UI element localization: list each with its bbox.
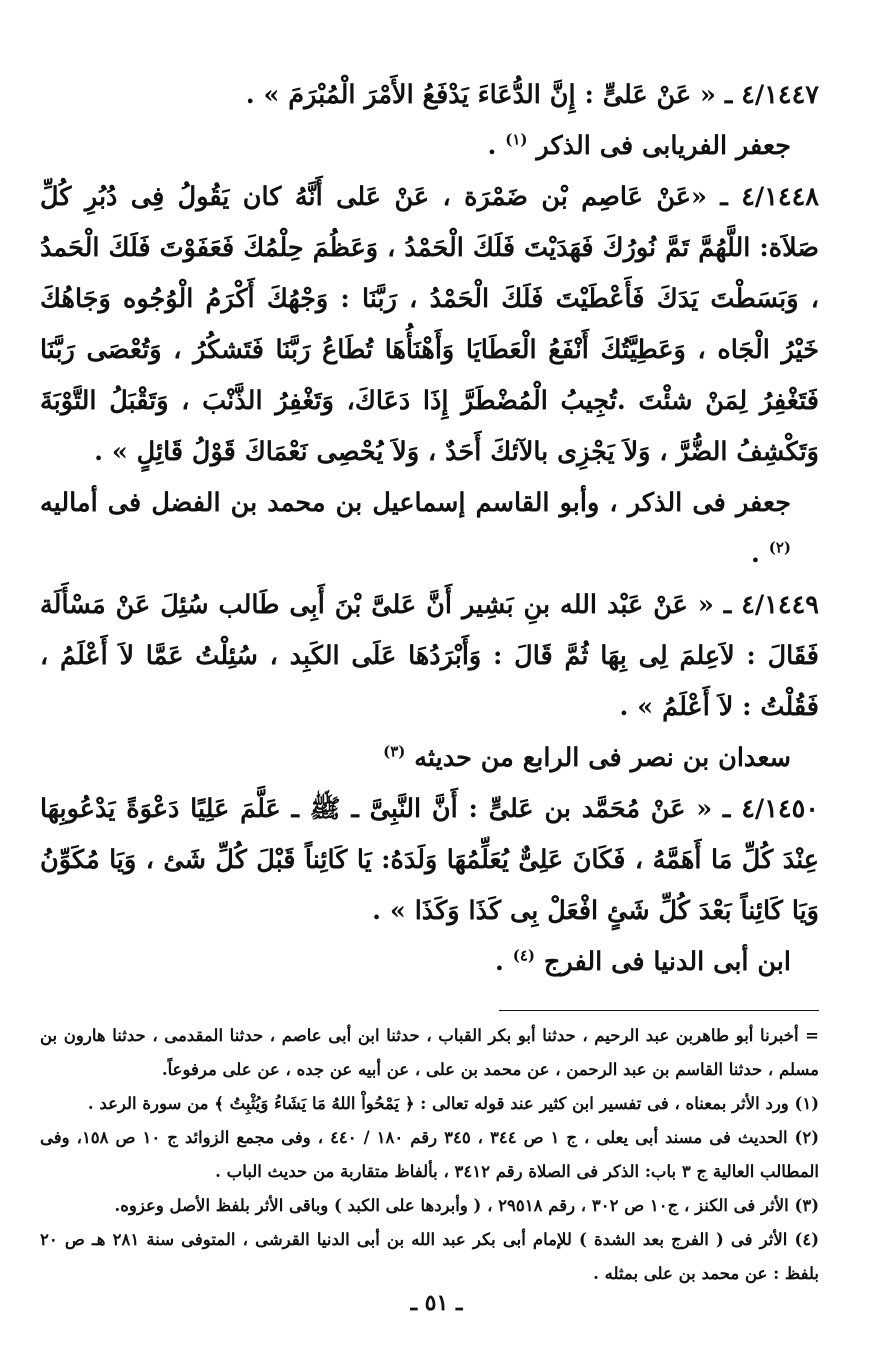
source-end: . — [487, 131, 506, 161]
source-1447 — [40, 121, 819, 172]
footnote-1: (١) ورد الأثر بمعناه ، فى تفسير ابن كثير عند قوله تعالى : ﴿ يَمْحُواْ اللهُ مَا يَشَاءُ وَيُثْبِتُ ﴾ من سورة الرعد . — [87, 1094, 819, 1113]
source-1450 — [40, 937, 819, 988]
source-text: جعفر الفريابى فى الذكر — [536, 131, 791, 161]
hadith-1448: ٤/١٤٤٨ ـ «عَنْ عَاصِم بْن ضَمْرَة ، عَنْ عَلى أَنَّهُ كان يَقُولُ فِى دُبُرِ كُلِّ صَلاَة: اللَّهُمَّ تَمَّ نُورُكَ فَهَدَيْتَ فَلَكَ الْحَمْدُ ، وَعَظُمَ حِلْمُكَ فَعَفَوْتَ فَلَكَ الْحَمدُ ، وَبَسَطْتَ يَدَكَ فَأَعْطَيْتَ فَلَكَ الْحَمْدُ ، رَبَّنَا : وَجْهُكَ أَكْرَمُ الْوُجُوه وَجَاهُكَ خَيْرُ الْجَاه ، وَعَطِيَّتُكَ أَنْفَعُ الْعَطَايَا وَأَهْنَأُهَا تُطَاعُ رَبَّنَا فَتَشكُرُ ، وَتُعْصَى رَبَّنَا فَتَغْفِرُ لِمَنْ شئْتَ .تُجِيبُ الْمُضْطَرَّ إِذَا دَعَاكَ، وَتَغْفِرُ الذَّنْبَ ، وَتَقْبَلُ التَّوْبَةَ وَتَكْشِفُ الضُّرَّ ، وَلاَ يَجْزِى بالآئكَ أَحَدٌ ، وَلاَ يُحْصِى نَعْمَاكَ قَوْلُ قَائِلٍ » . — [40, 182, 819, 467]
source-end: . — [750, 539, 769, 569]
footnote-4: (٤) الأثر فى ( الفرج بعد الشدة ) للإمام أبى بكر عبد الله بن أبى الدنيا القرشى ، المتوفى سنة ٢٨١ هـ ص ٢٠ بلفظ : عن محمد بن على بمثله . — [40, 1230, 819, 1283]
page-number: ـ ٥١ ـ — [410, 1290, 463, 1316]
main-text — [40, 70, 819, 988]
footnotes — [40, 1019, 819, 1291]
footnote-3: (٣) الأثر فى الكنز ، ج١٠ ص ٣٠٢ ، رقم ٢٩٥١٨ ، ( وأبردها على الكبد ) وباقى الأثر بلفظ الأصل وعزوه. — [114, 1196, 819, 1215]
source-1449 — [40, 733, 819, 784]
footnote-2: (٢) الحديث فى مسند أبى يعلى ، ج ١ ص ٣٤٤ ، ٣٤٥ رقم ١٨٠ / ٤٤٠ ، وفى مجمع الزوائد ج ١٠ ص ١٥٨، وفى المطالب العالية ج ٣ باب: الذكر فى الصلاة رقم ٣٤١٢ ، بألفاظ متقاربة من حديث الباب . — [40, 1128, 820, 1181]
footnote-continuation: = أخبرنا أبو طاهربن عبد الرحيم ، حدثنا أبو بكر القباب ، حدثنا ابن أبى عاصم ، حدثنا المقدمى ، حدثنا هارون بن مسلم ، حدثنا القاسم بن عبد الرحمن ، عن محمد بن على ، عن أبيه عن جده ، عن على مرفوعاً. — [40, 1026, 819, 1079]
hadith-1447: ٤/١٤٤٧ ـ « عَنْ عَلىٍّ : إِنَّ الدُّعَاءَ يَدْفَعُ الأَمْرَ الْمُبْرَمَ » . — [245, 80, 819, 110]
footnote-ref-3: (٣) — [383, 742, 406, 761]
source-text: ابن أبى الدنيا فى الفرج — [543, 947, 791, 977]
footnote-ref-2: (٢) — [768, 538, 791, 557]
footnote-ref-4: (٤) — [512, 946, 536, 965]
source-end: . — [494, 947, 513, 977]
hadith-1449: ٤/١٤٤٩ ـ « عَنْ عَبْد الله بنِ بَشِير أَنَّ عَلىَّ بْنَ أَبِى طَالب سُئِلَ عَنْ مَسْأَلَة فَقَالَ : لاَعِلمَ لِى بِهَا ثُمَّ قَالَ : وَأَبْرَدُهَا عَلَى الكَبِد ، سُئِلْتُ عَمَّا لاَ أَعْلَمُ ، فَقُلْتُ : لاَ أَعْلَمُ » . — [40, 590, 819, 722]
hadith-1450: ٤/١٤٥٠ ـ « عَنْ مُحَمَّد بن عَلىٍّ : أَنَّ النَّبِىَّ ـ ﷺ ـ عَلَّمَ عَلِيًا دَعْوَةً يَدْعُوبِهَا عِنْدَ كُلِّ مَا أَهَمَّهُ ، فَكَانَ عَلِىٌّ يُعَلِّمُهَا وَلَدَهُ: يَا كَائِناً قَبْلَ كُلِّ شَئ ، وَيَا مُكَوِّنُ وَيَا كَائِناً بَعْدَ كُلِّ شَئٍ افْعَلْ بِى كَذَا وَكَذَا » . — [40, 794, 819, 926]
source-1448 — [40, 478, 819, 580]
footnote-divider — [499, 1010, 819, 1011]
source-text: سعدان بن نصر فى الرابع من حديثه — [414, 743, 791, 773]
footnote-ref-1: (١) — [505, 130, 528, 149]
source-text: جعفر فى الذكر ، وأبو القاسم إسماعيل بن محمد بن الفضل فى أماليه — [40, 488, 791, 518]
